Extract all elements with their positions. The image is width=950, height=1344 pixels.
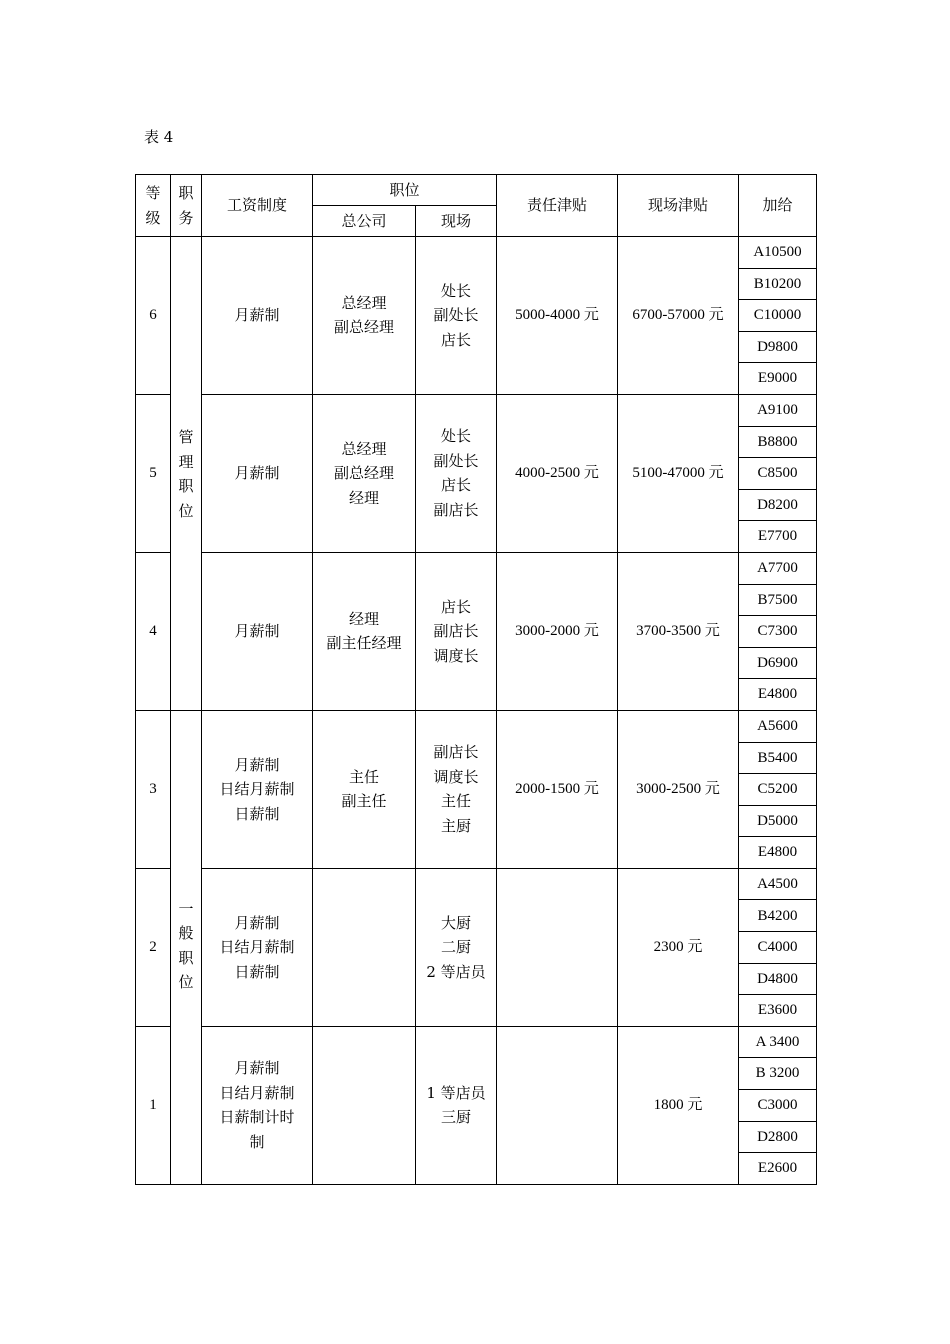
bonus-cell: A4500 <box>739 868 817 900</box>
bonus-cell: D5000 <box>739 805 817 837</box>
bonus-cell: A7700 <box>739 552 817 584</box>
bonus-cell: A10500 <box>739 237 817 269</box>
table-row <box>136 552 817 584</box>
header-head-office: 总公司 <box>313 206 416 237</box>
duty-group-management <box>171 237 202 711</box>
grade-cell: 4 <box>136 552 171 710</box>
cell-line: 副店长 <box>433 500 479 519</box>
wage-system-cell <box>202 237 313 395</box>
bonus-cell: E9000 <box>739 363 817 395</box>
cell-line: 理 <box>178 452 194 471</box>
wage-system-cell <box>202 1026 313 1184</box>
cell-line: 副主任 <box>341 792 387 811</box>
grade-cell: 3 <box>136 710 171 868</box>
cell-line: 店长 <box>441 597 472 616</box>
cell-line: 职 <box>178 948 194 967</box>
bonus-cell: D2800 <box>739 1121 817 1153</box>
bonus-cell: C7300 <box>739 616 817 648</box>
bonus-cell: D4800 <box>739 963 817 995</box>
cell-line: 副总经理 <box>333 318 394 337</box>
head-office-position-cell <box>313 710 416 868</box>
cell-line: 日薪制 <box>234 962 280 981</box>
header-site-allowance: 现场津贴 <box>618 175 739 237</box>
salary-grade-table <box>135 174 817 1185</box>
cell-line: 2 等店员 <box>426 962 486 981</box>
table-row <box>136 1026 817 1058</box>
cell-line: 月薪制 <box>234 755 280 774</box>
site-position-cell <box>416 237 497 395</box>
cell-line: 经理 <box>348 609 379 628</box>
cell-line: 副主任经理 <box>326 634 402 653</box>
cell-line: 般 <box>178 924 194 943</box>
site-allowance-cell: 1800 元 <box>618 1026 739 1184</box>
cell-line: 制 <box>249 1132 265 1151</box>
table-row <box>136 710 817 742</box>
cell-line: 日结月薪制 <box>219 938 295 957</box>
bonus-cell: B5400 <box>739 742 817 774</box>
cell-line: 月薪制 <box>234 464 280 483</box>
header-duty: 职 务 <box>171 175 202 237</box>
table-caption: 表 4 <box>144 128 174 146</box>
table-row <box>136 394 817 426</box>
grade-cell: 5 <box>136 394 171 552</box>
duty-group-general <box>171 710 202 1184</box>
cell-line: 副店长 <box>433 743 479 762</box>
cell-line: 月薪制 <box>234 1059 280 1078</box>
bonus-cell: C4000 <box>739 932 817 964</box>
cell-line: 主任 <box>441 792 472 811</box>
cell-line: 大厨 <box>441 913 472 932</box>
site-position-cell <box>416 552 497 710</box>
header-bonus: 加给 <box>739 175 817 237</box>
responsibility-allowance-cell <box>497 868 618 1026</box>
cell-line: 经理 <box>348 488 379 507</box>
cell-line: 日薪制计时 <box>219 1108 295 1127</box>
cell-line: 位 <box>178 501 194 520</box>
site-allowance-cell: 5100-47000 元 <box>618 394 739 552</box>
bonus-cell: C10000 <box>739 300 817 332</box>
bonus-cell: A5600 <box>739 710 817 742</box>
responsibility-allowance-cell: 3000-2000 元 <box>497 552 618 710</box>
grade-cell: 1 <box>136 1026 171 1184</box>
cell-line: 店长 <box>441 476 472 495</box>
grade-cell: 6 <box>136 237 171 395</box>
header-site: 现场 <box>416 206 497 237</box>
cell-line: 处长 <box>441 427 472 446</box>
bonus-cell: C5200 <box>739 774 817 806</box>
bonus-cell: D8200 <box>739 489 817 521</box>
site-position-cell <box>416 868 497 1026</box>
table-row <box>136 237 817 269</box>
site-position-cell <box>416 710 497 868</box>
cell-line: 副店长 <box>433 622 479 641</box>
wage-system-cell <box>202 552 313 710</box>
head-office-position-cell <box>313 868 416 1026</box>
cell-line: 1 等店员 <box>426 1083 486 1102</box>
site-position-cell <box>416 394 497 552</box>
head-office-position-cell <box>313 237 416 395</box>
cell-line: 副处长 <box>433 451 479 470</box>
bonus-cell: B8800 <box>739 426 817 458</box>
cell-line: 一 <box>178 899 194 918</box>
bonus-cell: B 3200 <box>739 1058 817 1090</box>
cell-line: 总经理 <box>341 439 387 458</box>
grade-cell: 2 <box>136 868 171 1026</box>
head-office-position-cell <box>313 552 416 710</box>
bonus-cell: E4800 <box>739 837 817 869</box>
responsibility-allowance-cell <box>497 1026 618 1184</box>
cell-line: 管 <box>178 428 194 446</box>
cell-line: 日结月薪制 <box>219 780 295 799</box>
bonus-cell: B7500 <box>739 584 817 616</box>
bonus-cell: E7700 <box>739 521 817 553</box>
site-allowance-cell: 2300 元 <box>618 868 739 1026</box>
bonus-cell: A9100 <box>739 394 817 426</box>
bonus-cell: D6900 <box>739 647 817 679</box>
bonus-cell: E2600 <box>739 1153 817 1185</box>
cell-line: 主厨 <box>441 816 472 835</box>
site-allowance-cell: 3000-2500 元 <box>618 710 739 868</box>
cell-line: 月薪制 <box>234 622 280 641</box>
wage-system-cell <box>202 868 313 1026</box>
cell-line: 位 <box>178 973 194 992</box>
wage-system-cell <box>202 710 313 868</box>
bonus-cell: B10200 <box>739 268 817 300</box>
cell-line: 总经理 <box>341 293 387 312</box>
cell-line: 调度长 <box>433 646 479 665</box>
responsibility-allowance-cell: 4000-2500 元 <box>497 394 618 552</box>
table-row <box>136 868 817 900</box>
cell-line: 副总经理 <box>333 464 394 483</box>
head-office-position-cell <box>313 394 416 552</box>
cell-line: 职 <box>178 477 194 495</box>
header-wage-system: 工资制度 <box>202 175 313 237</box>
site-position-cell <box>416 1026 497 1184</box>
header-grade: 等 级 <box>136 175 171 237</box>
cell-line: 日薪制 <box>234 804 280 823</box>
bonus-cell: B4200 <box>739 900 817 932</box>
cell-line: 处长 <box>441 281 472 300</box>
cell-line: 调度长 <box>433 767 479 786</box>
bonus-cell: E3600 <box>739 995 817 1027</box>
cell-line: 月薪制 <box>234 913 280 932</box>
cell-line: 日结月薪制 <box>219 1083 295 1102</box>
bonus-cell: A 3400 <box>739 1026 817 1058</box>
bonus-cell: E4800 <box>739 679 817 711</box>
bonus-cell: D9800 <box>739 331 817 363</box>
cell-line: 副处长 <box>433 306 479 325</box>
cell-line: 三厨 <box>441 1108 472 1127</box>
cell-line: 店长 <box>441 330 472 349</box>
header-responsibility-allowance: 责任津贴 <box>497 175 618 237</box>
bonus-cell: C8500 <box>739 458 817 490</box>
responsibility-allowance-cell: 5000-4000 元 <box>497 237 618 395</box>
wage-system-cell <box>202 394 313 552</box>
cell-line: 主任 <box>348 767 379 786</box>
site-allowance-cell: 6700-57000 元 <box>618 237 739 395</box>
bonus-cell: C3000 <box>739 1090 817 1122</box>
head-office-position-cell <box>313 1026 416 1184</box>
header-position: 职位 <box>313 175 497 206</box>
responsibility-allowance-cell: 2000-1500 元 <box>497 710 618 868</box>
site-allowance-cell: 3700-3500 元 <box>618 552 739 710</box>
cell-line: 月薪制 <box>234 306 280 325</box>
cell-line: 二厨 <box>441 938 472 957</box>
